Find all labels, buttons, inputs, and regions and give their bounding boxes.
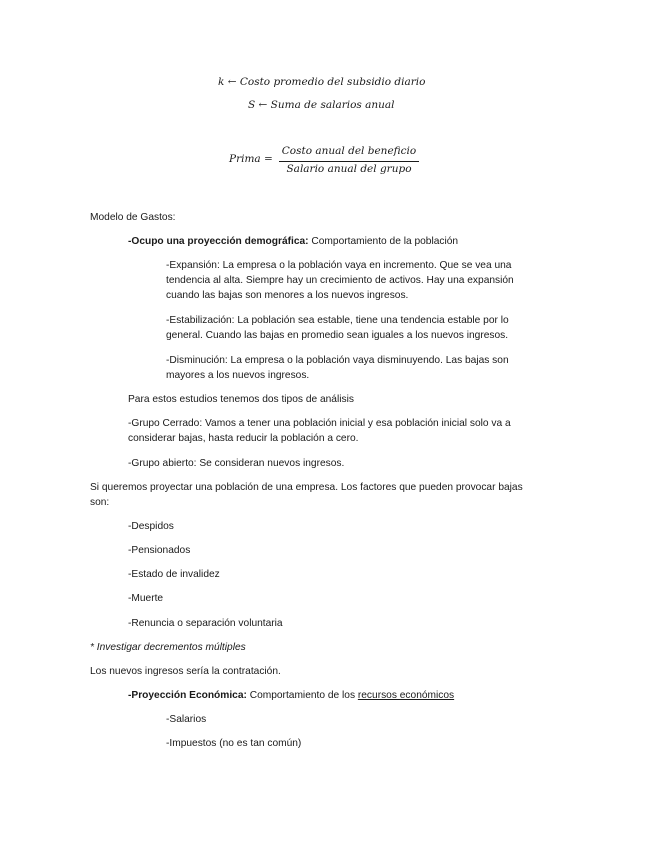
grupo-abierto: -Grupo abierto: Se consideran nuevos ingresos.: [128, 458, 345, 469]
proyeccion-demografica: [128, 234, 458, 249]
formula-prima-lhs: Prima =: [229, 153, 273, 165]
fraction-bar: [279, 161, 419, 162]
expansion-line-1: -Expansión: La empresa o la población vaya en incremento. Que se vea una: [166, 260, 512, 271]
formula-s-definition: S ← Suma de salarios anual: [248, 99, 395, 111]
proyeccion-economica-label: -Proyección Económica:: [128, 690, 247, 701]
grupo-cerrado-line-1: -Grupo Cerrado: Vamos a tener una población inicial y esa población inicial solo va a: [128, 418, 511, 429]
recursos-economicos-link: recursos económicos: [357, 690, 455, 701]
estabilizacion-line-2: general. Cuando las bajas en promedio sean iguales a los nuevos ingresos.: [166, 330, 509, 341]
tipos-analisis: Para estos estudios tenemos dos tipos de análisis: [128, 394, 354, 405]
list-item: -Estado de invalidez: [128, 569, 220, 580]
expansion-line-2: tendencia al alta. Siempre hay un crecimiento de activos. Hay una expansión: [166, 275, 514, 286]
proyeccion-demografica-label: -Ocupo una proyección demográfica:: [128, 236, 309, 247]
list-item: -Pensionados: [128, 545, 191, 556]
disminucion-line-2: mayores a los nuevos ingresos.: [166, 370, 310, 381]
formula-k-definition: k ← Costo promedio del subsidio diario: [218, 76, 426, 88]
list-item: -Muerte: [128, 593, 164, 604]
note-investigar: * Investigar decrementos múltiples: [90, 642, 246, 653]
heading-modelo-gastos: Modelo de Gastos:: [90, 212, 176, 223]
formula-prima-numerator: Costo anual del beneficio: [281, 145, 417, 157]
estabilizacion-line-1: -Estabilización: La población sea estable, tiene una tendencia estable por lo: [166, 315, 509, 326]
list-item: -Despidos: [128, 521, 174, 532]
disminucion-line-1: -Disminución: La empresa o la población vaya disminuyendo. Las bajas son: [166, 355, 509, 366]
proyectar-line-2: son:: [90, 497, 110, 508]
proyeccion-economica: [128, 688, 454, 703]
list-item: -Impuestos (no es tan común): [166, 738, 302, 749]
proyeccion-demografica-text: Comportamiento de la población: [308, 236, 459, 247]
proyeccion-economica-text: Comportamiento de los: [246, 690, 358, 701]
proyectar-line-1: Si queremos proyectar una población de una empresa. Los factores que pueden provocar bajas: [90, 482, 523, 493]
nuevos-ingresos: Los nuevos ingresos sería la contratación.: [90, 666, 281, 677]
grupo-cerrado-line-2: considerar bajas, hasta reducir la población a cero.: [128, 433, 359, 444]
formula-prima-denominator: Salario anual del grupo: [286, 163, 412, 175]
list-item: -Renuncia o separación voluntaria: [128, 618, 283, 629]
list-item: -Salarios: [166, 714, 207, 725]
expansion-line-3: cuando las bajas son menores a los nuevos ingresos.: [166, 290, 409, 301]
